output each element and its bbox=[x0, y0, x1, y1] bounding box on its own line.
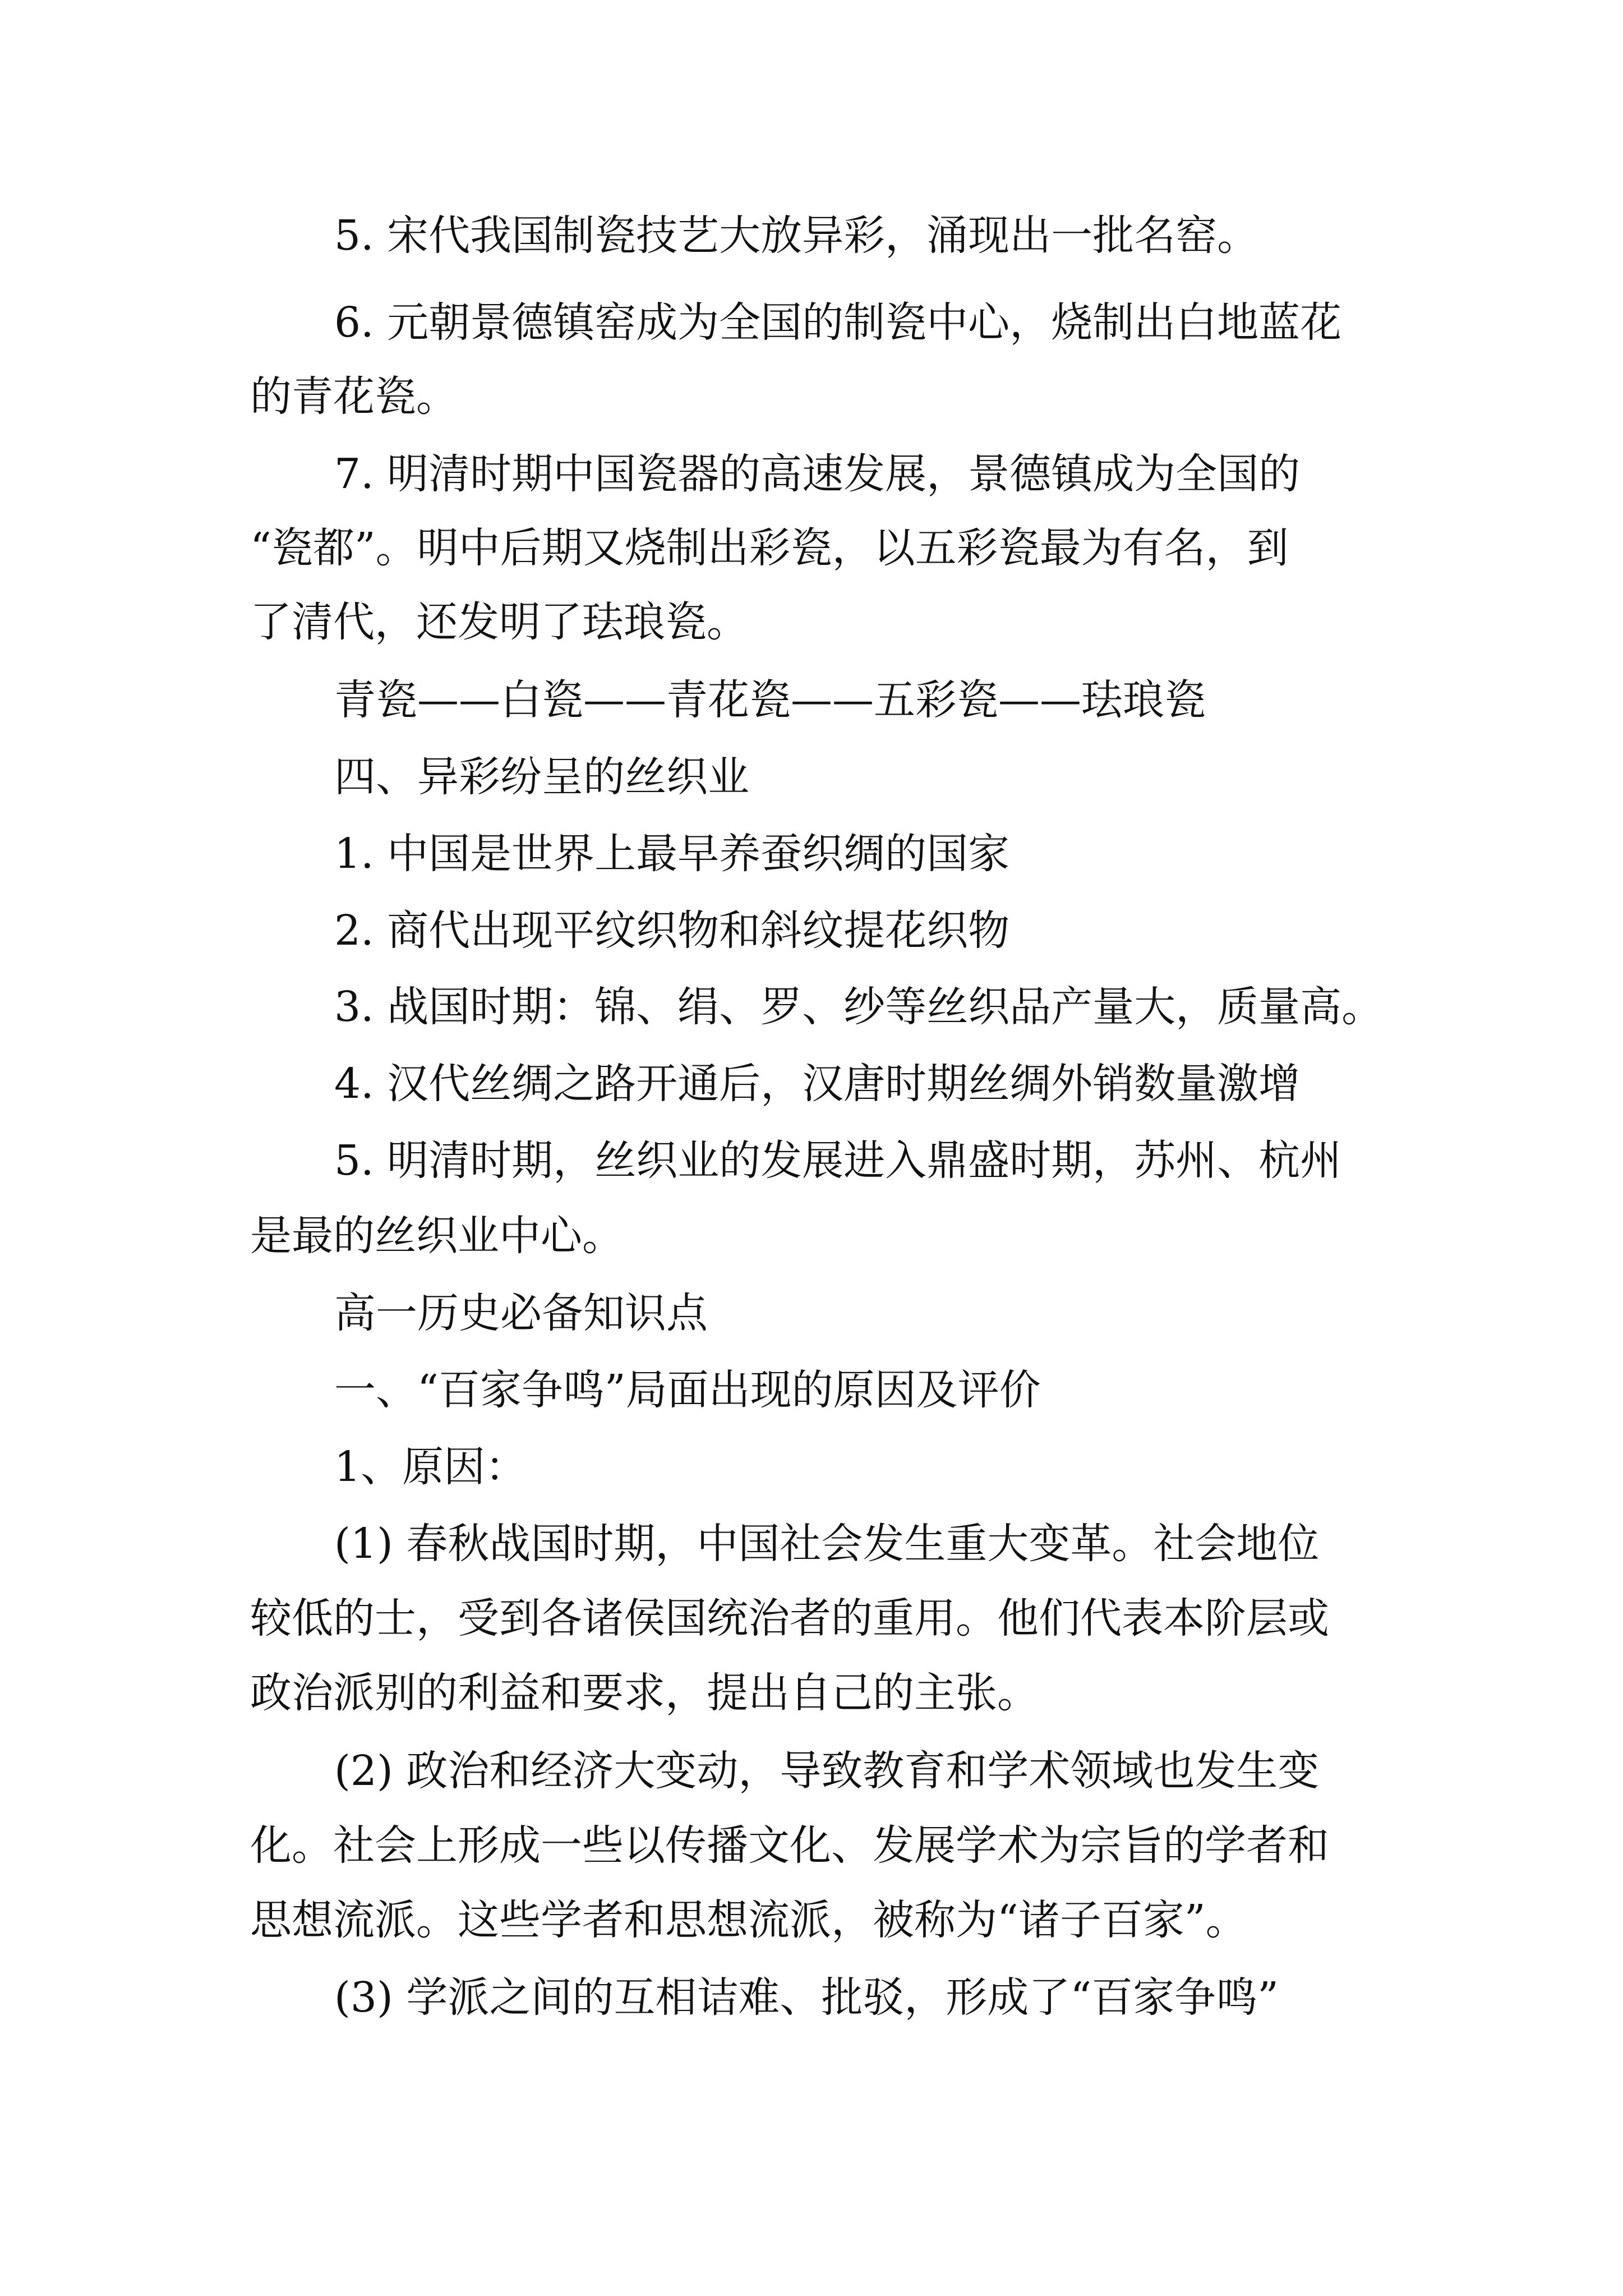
text-line: 4. 汉代丝绸之路开通后，汉唐时期丝绸外销数量激增 bbox=[334, 1060, 1301, 1108]
text-line: 5. 宋代我国制瓷技艺大放异彩，涌现出一批名窑。 bbox=[334, 211, 1259, 260]
document-title: 高一历史必备知识点 bbox=[334, 1289, 708, 1337]
text-line: 了清代，还发明了珐琅瓷。 bbox=[250, 598, 748, 646]
text-line: (2) 政治和经济大变动，导致教育和学术领域也发生变 bbox=[334, 1747, 1320, 1795]
text-line: 化。社会上形成一些以传播文化、发展学术为宗旨的学者和 bbox=[250, 1821, 1329, 1870]
text-line: 是最的丝织业中心。 bbox=[250, 1212, 624, 1260]
text-line: 3. 战国时期：锦、绢、罗、纱等丝织品产量大，质量高。 bbox=[334, 983, 1384, 1031]
text-line: 青瓷——白瓷——青花瓷——五彩瓷——珐琅瓷 bbox=[334, 676, 1206, 724]
text-line: 1. 中国是世界上最早养蚕织绸的国家 bbox=[334, 830, 1010, 878]
subsection-heading: 1、原因： bbox=[334, 1443, 527, 1491]
text-line: 的青花瓷。 bbox=[250, 372, 458, 421]
text-line: 政治派别的利益和要求，提出自己的主张。 bbox=[250, 1669, 1039, 1717]
text-line: 5. 明清时期，丝织业的发展进入鼎盛时期，苏州、杭州 bbox=[334, 1137, 1342, 1185]
text-line: 7. 明清时期中国瓷器的高速发展，景德镇成为全国的 bbox=[334, 450, 1301, 498]
text-line: 思想流派。这些学者和思想流派，被称为“诸子百家”。 bbox=[250, 1896, 1247, 1944]
text-line: (1) 春秋战国时期，中国社会发生重大变革。社会地位 bbox=[334, 1520, 1320, 1568]
text-line: 6. 元朝景德镇窑成为全国的制瓷中心，烧制出白地蓝花 bbox=[334, 298, 1342, 347]
section-heading: 四、异彩纷呈的丝织业 bbox=[334, 753, 749, 801]
text-line: “瓷都”。明中后期又烧制出彩瓷，以五彩瓷最为有名，到 bbox=[250, 524, 1289, 572]
text-line: (3) 学派之间的互相诘难、批驳，形成了“百家争鸣” bbox=[334, 1973, 1279, 2022]
section-heading: 一、“百家争鸣”局面出现的原因及评价 bbox=[334, 1366, 1041, 1414]
text-line: 2. 商代出现平纹织物和斜纹提花织物 bbox=[334, 907, 1010, 955]
text-line: 较低的士，受到各诸侯国统治者的重用。他们代表本阶层或 bbox=[250, 1594, 1329, 1642]
